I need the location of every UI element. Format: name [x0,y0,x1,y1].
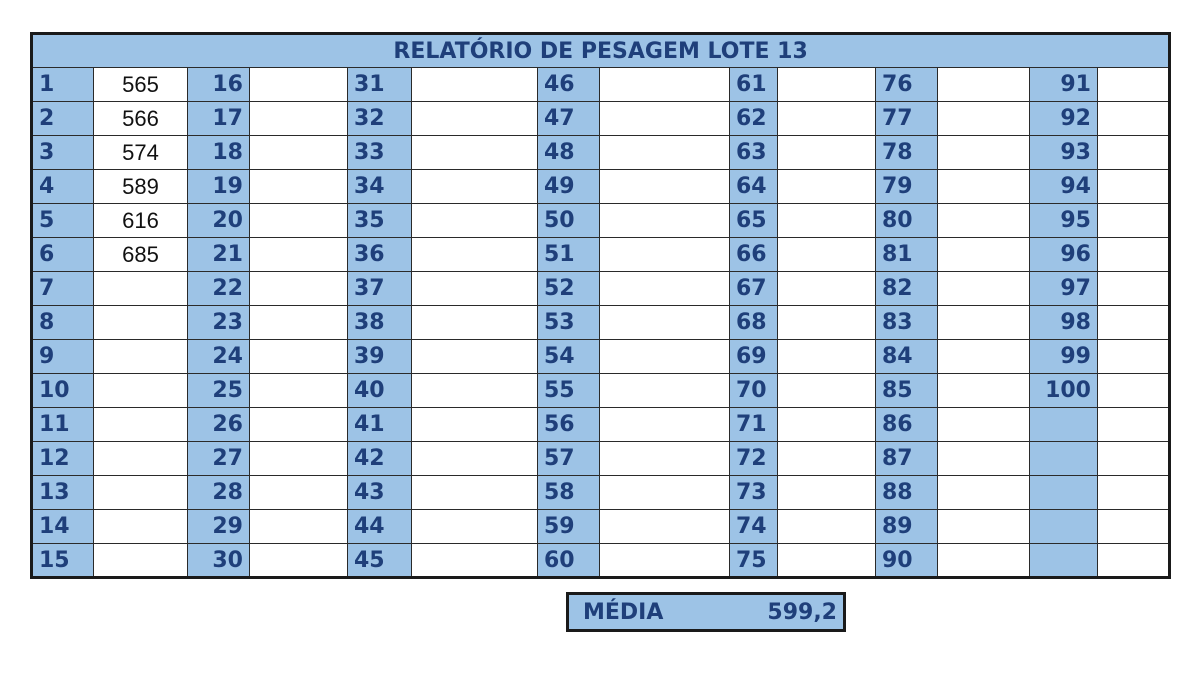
lot-number-cell: 92 [1030,102,1098,136]
weight-value-cell[interactable] [94,306,188,340]
weight-value-cell[interactable] [778,544,876,578]
average-label: MÉDIA [583,599,664,625]
table-row [32,272,1170,306]
lot-number-cell: 48 [538,136,600,170]
average-box [566,592,846,632]
lot-number-cell: 100 [1030,374,1098,408]
lot-number-cell: 13 [32,476,94,510]
weight-value-cell[interactable]: 685 [94,238,188,272]
lot-number-cell: 18 [188,136,250,170]
weight-value-cell[interactable]: 616 [94,204,188,238]
lot-number-cell: 85 [876,374,938,408]
lot-number-cell: 2 [32,102,94,136]
weight-value-cell[interactable] [250,544,348,578]
weight-value-cell[interactable] [778,340,876,374]
empty-number-cell [1030,510,1098,544]
lot-number-cell: 43 [348,476,412,510]
lot-number-cell: 57 [538,442,600,476]
weight-value-cell[interactable] [1098,136,1170,170]
weight-value-cell[interactable] [250,408,348,442]
lot-number-cell: 63 [730,136,778,170]
lot-number-cell: 9 [32,340,94,374]
weight-value-cell[interactable] [250,170,348,204]
weight-value-cell[interactable] [600,408,730,442]
lot-number-cell: 40 [348,374,412,408]
lot-number-cell: 26 [188,408,250,442]
weight-value-cell[interactable] [778,442,876,476]
lot-number-cell: 77 [876,102,938,136]
weight-value-cell[interactable] [412,442,538,476]
empty-number-cell [1030,476,1098,510]
lot-number-cell: 7 [32,272,94,306]
lot-number-cell: 86 [876,408,938,442]
lot-number-cell: 3 [32,136,94,170]
lot-number-cell: 93 [1030,136,1098,170]
weight-value-cell[interactable] [600,136,730,170]
weight-value-cell[interactable] [412,340,538,374]
weight-value-cell[interactable] [938,544,1030,578]
lot-number-cell: 1 [32,68,94,102]
lot-number-cell: 17 [188,102,250,136]
weight-value-cell[interactable] [1098,544,1170,578]
table-row [32,442,1170,476]
lot-number-cell: 22 [188,272,250,306]
weight-value-cell[interactable] [1098,374,1170,408]
weight-value-cell[interactable] [600,68,730,102]
lot-number-cell: 55 [538,374,600,408]
lot-number-cell: 66 [730,238,778,272]
lot-number-cell: 90 [876,544,938,578]
lot-number-cell: 30 [188,544,250,578]
weight-value-cell[interactable] [250,476,348,510]
lot-number-cell: 51 [538,238,600,272]
lot-number-cell: 38 [348,306,412,340]
weight-value-cell[interactable] [94,544,188,578]
weight-value-cell[interactable] [94,374,188,408]
lot-number-cell: 88 [876,476,938,510]
weight-value-cell[interactable] [600,544,730,578]
lot-number-cell: 44 [348,510,412,544]
lot-number-cell: 14 [32,510,94,544]
weight-value-cell[interactable] [94,408,188,442]
weight-value-cell[interactable] [600,204,730,238]
weight-value-cell[interactable] [94,272,188,306]
lot-number-cell: 96 [1030,238,1098,272]
weight-value-cell[interactable] [1098,170,1170,204]
lot-number-cell: 95 [1030,204,1098,238]
lot-number-cell: 89 [876,510,938,544]
weight-value-cell[interactable] [938,476,1030,510]
table-row [32,374,1170,408]
weight-value-cell[interactable] [250,136,348,170]
lot-number-cell: 34 [348,170,412,204]
lot-number-cell: 32 [348,102,412,136]
weight-value-cell[interactable] [412,136,538,170]
lot-number-cell: 45 [348,544,412,578]
lot-number-cell: 70 [730,374,778,408]
lot-number-cell: 42 [348,442,412,476]
lot-number-cell: 33 [348,136,412,170]
lot-number-cell: 94 [1030,170,1098,204]
lot-number-cell: 29 [188,510,250,544]
lot-number-cell: 56 [538,408,600,442]
weight-value-cell[interactable] [412,68,538,102]
lot-number-cell: 36 [348,238,412,272]
weight-value-cell[interactable] [250,272,348,306]
table-row [32,408,1170,442]
lot-number-cell: 53 [538,306,600,340]
empty-number-cell [1030,544,1098,578]
weight-value-cell[interactable] [412,544,538,578]
weight-value-cell[interactable] [778,238,876,272]
lot-number-cell: 35 [348,204,412,238]
weight-value-cell[interactable] [250,340,348,374]
weight-value-cell[interactable] [778,136,876,170]
weight-value-cell[interactable]: 565 [94,68,188,102]
lot-number-cell: 15 [32,544,94,578]
weight-value-cell[interactable] [600,102,730,136]
weight-value-cell[interactable] [938,238,1030,272]
weight-value-cell[interactable] [1098,238,1170,272]
weight-value-cell[interactable] [600,476,730,510]
lot-number-cell: 73 [730,476,778,510]
lot-number-cell: 52 [538,272,600,306]
lot-number-cell: 59 [538,510,600,544]
lot-number-cell: 97 [1030,272,1098,306]
weight-value-cell[interactable] [938,408,1030,442]
weight-value-cell[interactable] [778,408,876,442]
weight-value-cell[interactable] [938,374,1030,408]
weight-value-cell[interactable] [412,510,538,544]
lot-number-cell: 62 [730,102,778,136]
weight-value-cell[interactable] [600,170,730,204]
weight-value-cell[interactable] [412,408,538,442]
weight-value-cell[interactable] [412,102,538,136]
weight-value-cell[interactable] [94,340,188,374]
lot-number-cell: 76 [876,68,938,102]
lot-number-cell: 24 [188,340,250,374]
table-row [32,102,1170,136]
table-row [32,306,1170,340]
lot-number-cell: 74 [730,510,778,544]
weight-value-cell[interactable] [600,442,730,476]
lot-number-cell: 69 [730,340,778,374]
weight-value-cell[interactable] [250,102,348,136]
lot-number-cell: 81 [876,238,938,272]
table-row [32,68,1170,102]
lot-number-cell: 28 [188,476,250,510]
lot-number-cell: 79 [876,170,938,204]
weight-value-cell[interactable] [778,170,876,204]
table-row [32,340,1170,374]
lot-number-cell: 5 [32,204,94,238]
lot-number-cell: 67 [730,272,778,306]
weight-value-cell[interactable] [1098,476,1170,510]
weight-value-cell[interactable] [778,476,876,510]
weight-value-cell[interactable] [412,476,538,510]
lot-number-cell: 47 [538,102,600,136]
table-row [32,238,1170,272]
report-title: RELATÓRIO DE PESAGEM LOTE 13 [32,34,1170,68]
weight-value-cell[interactable] [250,306,348,340]
weight-value-cell[interactable] [1098,408,1170,442]
lot-number-cell: 64 [730,170,778,204]
weight-value-cell[interactable] [94,442,188,476]
weight-value-cell[interactable] [1098,442,1170,476]
lot-number-cell: 98 [1030,306,1098,340]
weight-value-cell[interactable] [600,510,730,544]
lot-number-cell: 75 [730,544,778,578]
weight-value-cell[interactable] [938,340,1030,374]
empty-number-cell [1030,442,1098,476]
lot-number-cell: 8 [32,306,94,340]
weight-value-cell[interactable] [778,272,876,306]
weight-value-cell[interactable] [1098,510,1170,544]
lot-number-cell: 50 [538,204,600,238]
weight-value-cell[interactable] [1098,272,1170,306]
lot-number-cell: 87 [876,442,938,476]
lot-number-cell: 80 [876,204,938,238]
lot-number-cell: 49 [538,170,600,204]
weight-value-cell[interactable] [938,272,1030,306]
weight-value-cell[interactable] [1098,102,1170,136]
table-row [32,136,1170,170]
weight-value-cell[interactable] [250,68,348,102]
lot-number-cell: 19 [188,170,250,204]
lot-number-cell: 84 [876,340,938,374]
weight-value-cell[interactable] [938,102,1030,136]
weight-value-cell[interactable] [250,204,348,238]
weight-value-cell[interactable] [600,374,730,408]
lot-number-cell: 12 [32,442,94,476]
weight-value-cell[interactable] [778,204,876,238]
weight-value-cell[interactable]: 566 [94,102,188,136]
lot-number-cell: 37 [348,272,412,306]
weight-value-cell[interactable] [600,272,730,306]
empty-number-cell [1030,408,1098,442]
lot-number-cell: 82 [876,272,938,306]
weight-value-cell[interactable] [1098,204,1170,238]
lot-number-cell: 68 [730,306,778,340]
weight-value-cell[interactable] [412,306,538,340]
weight-value-cell[interactable] [250,374,348,408]
weight-value-cell[interactable] [1098,340,1170,374]
lot-number-cell: 6 [32,238,94,272]
weight-value-cell[interactable] [1098,306,1170,340]
weight-value-cell[interactable] [778,510,876,544]
lot-number-cell: 23 [188,306,250,340]
lot-number-cell: 41 [348,408,412,442]
weight-value-cell[interactable]: 574 [94,136,188,170]
lot-number-cell: 11 [32,408,94,442]
lot-number-cell: 10 [32,374,94,408]
weight-value-cell[interactable] [600,306,730,340]
weight-value-cell[interactable] [778,306,876,340]
lot-number-cell: 60 [538,544,600,578]
lot-number-cell: 16 [188,68,250,102]
lot-number-cell: 71 [730,408,778,442]
weight-value-cell[interactable] [938,170,1030,204]
weight-value-cell[interactable] [1098,68,1170,102]
weight-value-cell[interactable] [412,238,538,272]
weight-value-cell[interactable] [938,442,1030,476]
lot-number-cell: 58 [538,476,600,510]
weight-value-cell[interactable] [600,238,730,272]
weight-value-cell[interactable] [938,306,1030,340]
lot-number-cell: 99 [1030,340,1098,374]
weight-value-cell[interactable] [94,510,188,544]
weight-value-cell[interactable] [778,102,876,136]
lot-number-cell: 91 [1030,68,1098,102]
average-value: 599,2 [767,599,837,625]
lot-number-cell: 78 [876,136,938,170]
weight-value-cell[interactable] [94,476,188,510]
lot-number-cell: 31 [348,68,412,102]
weight-value-cell[interactable] [250,510,348,544]
report-sheet [30,32,1168,579]
table-row [32,510,1170,544]
weight-value-cell[interactable] [412,272,538,306]
lot-number-cell: 54 [538,340,600,374]
weight-value-cell[interactable] [412,204,538,238]
table-row [32,170,1170,204]
table-row [32,476,1170,510]
lot-number-cell: 46 [538,68,600,102]
weight-value-cell[interactable] [412,374,538,408]
lot-number-cell: 27 [188,442,250,476]
weight-value-cell[interactable] [938,136,1030,170]
weight-value-cell[interactable] [600,340,730,374]
lot-number-cell: 21 [188,238,250,272]
weight-value-cell[interactable] [778,374,876,408]
weight-value-cell[interactable] [938,68,1030,102]
weight-value-cell[interactable] [938,204,1030,238]
table-row [32,204,1170,238]
weight-value-cell[interactable] [412,170,538,204]
weight-value-cell[interactable]: 589 [94,170,188,204]
weight-value-cell[interactable] [250,442,348,476]
weighing-report-table [30,32,1171,579]
lot-number-cell: 25 [188,374,250,408]
lot-number-cell: 72 [730,442,778,476]
weight-value-cell[interactable] [778,68,876,102]
lot-number-cell: 65 [730,204,778,238]
lot-number-cell: 4 [32,170,94,204]
lot-number-cell: 39 [348,340,412,374]
lot-number-cell: 83 [876,306,938,340]
lot-number-cell: 61 [730,68,778,102]
table-row [32,544,1170,578]
weight-value-cell[interactable] [938,510,1030,544]
lot-number-cell: 20 [188,204,250,238]
weight-value-cell[interactable] [250,238,348,272]
